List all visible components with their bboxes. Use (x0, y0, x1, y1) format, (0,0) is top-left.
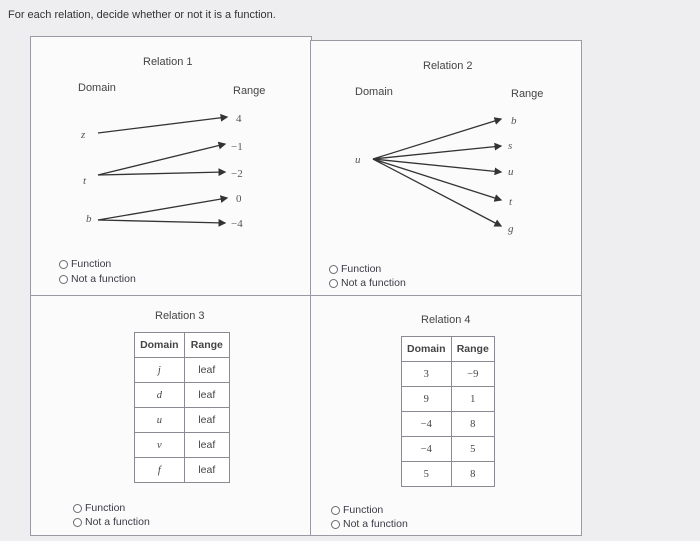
relation-1-range-item: 4 (236, 113, 242, 125)
relation-3-not-function-option[interactable] (73, 516, 150, 528)
option-label: Not a function (85, 516, 150, 528)
table-row (135, 458, 230, 483)
relation-1-arrow (98, 172, 225, 175)
domain-cell: v (135, 433, 185, 458)
relation-1-range-item: −4 (231, 218, 243, 230)
relation-1-not-function-option[interactable] (59, 273, 136, 285)
option-label: Function (85, 502, 126, 514)
relation-2-panel (310, 40, 582, 297)
table-row (402, 437, 495, 462)
relation-3-table (134, 332, 230, 483)
relation-4-function-option[interactable] (331, 504, 383, 516)
relation-1-domain-item: z (81, 129, 86, 141)
table-row (402, 362, 495, 387)
domain-cell: −4 (402, 437, 452, 462)
radio-button[interactable] (73, 518, 82, 527)
table-row (135, 383, 230, 408)
range-cell: leaf (184, 383, 229, 408)
relation-3-panel (30, 295, 312, 536)
table-row (402, 462, 495, 487)
relation-1-arrow (98, 198, 227, 220)
radio-button[interactable] (73, 504, 82, 513)
table-header-row (402, 337, 495, 362)
relation-2-range-item: b (511, 115, 517, 127)
relation-1-range-item: −1 (231, 141, 243, 153)
radio-button[interactable] (331, 506, 340, 515)
range-cell: 8 (451, 412, 494, 437)
range-cell: leaf (184, 433, 229, 458)
range-cell: leaf (184, 408, 229, 433)
relation-1-function-option[interactable] (59, 258, 111, 270)
table-row (402, 412, 495, 437)
relation-1-arrow (98, 144, 225, 175)
column-header-domain: Domain (135, 333, 185, 358)
relation-1-range-label: Range (233, 85, 266, 97)
relation-1-title: Relation 1 (143, 56, 193, 68)
relation-4-table (401, 336, 495, 487)
relation-3-function-option[interactable] (73, 502, 125, 514)
relation-1-range-item: 0 (236, 193, 242, 205)
range-cell: leaf (184, 458, 229, 483)
relation-2-function-option[interactable] (329, 263, 381, 275)
column-header-range: Range (451, 337, 494, 362)
relation-2-range-item: s (508, 140, 513, 152)
range-cell: 8 (451, 462, 494, 487)
domain-cell: 9 (402, 387, 452, 412)
domain-cell: 3 (402, 362, 452, 387)
relation-2-domain-label: Domain (355, 86, 393, 98)
table-row (135, 358, 230, 383)
relation-4-title: Relation 4 (421, 314, 471, 326)
option-label: Function (341, 263, 382, 275)
relation-4-panel (310, 295, 582, 536)
column-header-range: Range (184, 333, 229, 358)
radio-button[interactable] (59, 275, 68, 284)
range-cell: 1 (451, 387, 494, 412)
relation-1-range-item: −2 (231, 168, 243, 180)
domain-cell: u (135, 408, 185, 433)
relation-2-mapping-arrows (311, 41, 581, 296)
radio-button[interactable] (329, 279, 338, 288)
instruction-text: For each relation, decide whether or not it is a function. (8, 9, 276, 21)
relation-1-arrow (98, 117, 227, 133)
relation-1-domain-label: Domain (78, 82, 116, 94)
table-row (135, 433, 230, 458)
table-header-row (135, 333, 230, 358)
option-label: Not a function (343, 518, 408, 530)
radio-button[interactable] (331, 520, 340, 529)
radio-button[interactable] (329, 265, 338, 274)
option-label: Function (343, 504, 384, 516)
option-label: Not a function (341, 277, 406, 289)
table-row (135, 408, 230, 433)
relation-2-title: Relation 2 (423, 60, 473, 72)
range-cell: 5 (451, 437, 494, 462)
table-row (402, 387, 495, 412)
range-cell: −9 (451, 362, 494, 387)
relation-3-title: Relation 3 (155, 310, 205, 322)
option-label: Function (71, 258, 112, 270)
relation-1-domain-item: b (86, 213, 92, 225)
domain-cell: 5 (402, 462, 452, 487)
domain-cell: d (135, 383, 185, 408)
domain-cell: f (135, 458, 185, 483)
relation-2-arrow (373, 159, 501, 226)
radio-button[interactable] (59, 260, 68, 269)
range-cell: leaf (184, 358, 229, 383)
column-header-domain: Domain (402, 337, 452, 362)
relation-2-range-item: g (508, 223, 514, 235)
relation-1-panel (30, 36, 312, 297)
relation-2-range-item: t (509, 196, 513, 208)
relation-2-not-function-option[interactable] (329, 277, 406, 289)
relation-1-arrow (98, 220, 225, 223)
relation-2-range-label: Range (511, 88, 544, 100)
relation-2-range-item: u (508, 166, 514, 178)
option-label: Not a function (71, 273, 136, 285)
domain-cell: −4 (402, 412, 452, 437)
relation-2-domain-item: u (355, 154, 361, 166)
relation-1-domain-item: t (83, 175, 87, 187)
domain-cell: j (135, 358, 185, 383)
relation-4-not-function-option[interactable] (331, 518, 408, 530)
